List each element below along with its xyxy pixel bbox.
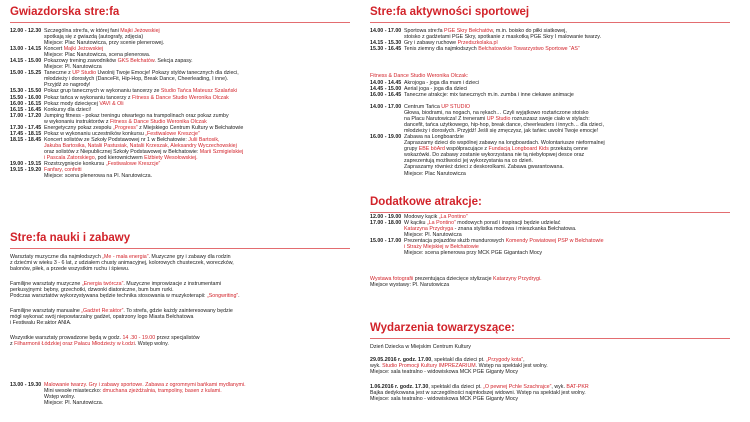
event-time: 17.00 - 17.20	[10, 112, 42, 119]
text-segment: zaprezentują możliwości jej wykorzystania na co dzień.	[404, 158, 533, 165]
nauka-paragraphs	[10, 254, 365, 357]
text-segment: Koncert solistów ze Szkoły Podstawowej nr 1 w Bełchatowie:	[44, 136, 189, 143]
text-segment: Wstęp wolny.	[44, 394, 76, 401]
text-segment: w wykonaniu instruktorów z	[44, 118, 110, 125]
text-segment: Bajka dedykowana jest w szczególności najmłodszej widowni. Wstęp na spektakl jest wolny.	[370, 390, 586, 397]
highlight-text: Studio Promocji Kultury IMPREZARIUM	[382, 363, 476, 370]
text-segment: wskazówki. Do zabawy zostanie wykorzystana nie tą niebyłopwej desce oraz	[404, 152, 585, 159]
event-description	[404, 104, 742, 134]
text-line	[44, 173, 365, 179]
paragraph	[10, 254, 365, 272]
text-segment: W kąciku	[404, 220, 427, 227]
highlight-text: 14 .30 - 19.00	[122, 335, 156, 342]
highlight-text: Majki Jeżowskiej	[120, 28, 160, 34]
section-underline	[10, 248, 350, 249]
paragraph	[10, 281, 365, 299]
highlight-text: Katarzyna Przydryga	[404, 226, 454, 233]
event-time: 14.00 - 14.45	[370, 80, 402, 86]
highlight-text: Katarzyny Przydrygi.	[493, 276, 542, 282]
highlight-text: Julii Bartosik,	[188, 136, 220, 143]
text-segment: spotkają się z gwiazdą (autografy, zdjęcia)	[44, 34, 144, 41]
paragraph	[370, 357, 742, 375]
section-underline	[370, 212, 730, 213]
text-line	[370, 369, 742, 375]
event-time: 16.00 - 16.15	[10, 100, 42, 107]
event-description	[44, 46, 365, 58]
schedule-row	[10, 70, 365, 88]
dodatkowe-notes	[370, 276, 742, 297]
highlight-text: „Przygody kota”	[486, 357, 524, 363]
highlight-text: VAVI & Oli	[99, 100, 124, 107]
section-title-dodatkowe	[370, 196, 482, 209]
section-title-text: Wydarzenia towarzyszące:	[370, 322, 515, 334]
highlight-text: „La Pontino”	[426, 220, 456, 227]
event-time: 14.45 - 15.00	[370, 86, 402, 93]
event-description	[44, 167, 365, 179]
event-description	[44, 58, 365, 70]
text-segment: Aerial joga - joga dla dzieci	[404, 86, 468, 93]
paragraph	[10, 335, 365, 347]
highlight-text: Malowanie twarzy. Gry i zabawy sportowe. Zabawa z ogromnymi bańkami mydlanymi.	[44, 382, 246, 388]
section-title-text: Gwiazdorska stre:fa	[10, 6, 120, 18]
text-segment: Miejsce: Plac Narutowicza	[404, 170, 466, 177]
dodatkowe-events	[370, 214, 742, 256]
highlight-text: „Festiwalowe Kreszcje”	[145, 130, 200, 137]
text-segment: Warsztaty muzyczne dla najmłodszych	[10, 254, 103, 260]
paragraph	[10, 308, 365, 326]
text-line	[10, 320, 365, 326]
section-underline	[10, 22, 350, 23]
section-underline	[370, 22, 730, 23]
text-segment: dancefit, tańca użytkowego, hip-hop, break dance, cheerleaders i innych… dla dzieci,	[404, 122, 604, 129]
text-segment: mógł wykonać swój niepowtarzalny gadżet, opatrzony logo Miasta Bełchatowa	[10, 314, 194, 321]
text-segment: Miejsce: sala teatralno - widowiskowa MCK PGE Giganty Mocy	[370, 396, 519, 403]
text-segment: Miejsce: sala teatralno - widowiskowa MCK PGE Giganty Mocy	[370, 369, 519, 376]
text-segment: rozruszasz swoje ciało w stylach:	[510, 116, 590, 123]
highlight-text: Jakuba Bartosika, Natalii Pastusiak, Natalii Krzeszak, Aleksandry Wyczechowskiej	[44, 142, 237, 149]
text-segment: grupy	[404, 146, 419, 153]
text-segment: Miejsce: Pl. Narutowicza	[404, 232, 462, 239]
event-time: 12.00 - 19.00	[370, 214, 402, 220]
schedule-row	[370, 28, 742, 40]
paragraph	[370, 276, 742, 288]
text-segment: oraz solistów z Niepublicznej Szkoły Podstawowej w Bełchatowie:	[44, 148, 200, 155]
event-time: 15.30 - 15.50	[10, 88, 42, 95]
text-segment: i Festiwalu Re:aktor ANIA.	[10, 320, 72, 327]
event-description	[44, 70, 365, 88]
text-segment: .	[238, 293, 240, 300]
text-segment: Prezentacja pojazdów służb mundurowych	[404, 238, 506, 245]
highlight-text: „Progress”	[112, 124, 138, 131]
text-segment: Pokaz tańca w wykonaniu tancerzy z	[44, 94, 133, 101]
section-title-wydarzenia	[370, 322, 515, 335]
text-segment: Gry i zabawy ruchowe	[404, 40, 458, 47]
highlight-text: Wystawa fotografii	[370, 276, 414, 282]
text-line	[10, 266, 365, 272]
schedule-row	[370, 104, 742, 134]
event-description	[404, 134, 742, 176]
highlight-text: „Energia twórcza”	[81, 281, 124, 288]
highlight-text: Przedszkolaka.pl	[457, 40, 498, 47]
schedule-row	[10, 113, 365, 125]
event-description	[404, 220, 742, 238]
text-segment: Miejsce: Pl. Narutowicza.	[44, 400, 104, 407]
text-segment: Miejsce: scena plenerowa na Pl. Narutowicza.	[44, 173, 153, 180]
text-segment: , wyk.	[551, 384, 567, 391]
event-time: 15.30 - 16.45	[370, 46, 402, 53]
highlight-text: Bełchatowskie Towarzystwo Sportowe “AS”	[478, 46, 580, 53]
schedule-row	[370, 238, 742, 256]
text-line	[44, 400, 365, 406]
text-segment: na Placu Narutowicza! Z trenerami	[404, 116, 487, 123]
highlight-text: „Gadżet Re:aktor”	[81, 308, 124, 315]
text-segment: prezentująca dziecięce stylizacje	[413, 276, 494, 282]
schedule-row	[10, 46, 365, 58]
text-segment: Miejsce: Plac Narutowicza, przy scenie plenerowej.	[44, 40, 165, 47]
wydarzenia-paragraphs	[370, 357, 742, 411]
event-description	[44, 382, 365, 406]
event-time: 19.00 - 19.15	[10, 161, 42, 168]
text-segment: Modowy kącik	[404, 214, 439, 220]
event-time: 15.00 - 15.25	[10, 70, 42, 77]
text-segment: Sportowa stre:fa	[404, 28, 445, 34]
text-segment: Pokaz w wykonaniu uczestników konkursu	[44, 130, 146, 137]
highlight-text: Fundacją Longboard Kids	[488, 146, 549, 153]
event-time: 14.00 - 17.00	[370, 28, 402, 34]
text-segment: stoisko z gadżetami PGE Skry, spotkanie z maskotką PGE Skry I malowanie twarzy.	[404, 34, 602, 41]
gwiazdorska-events	[10, 28, 365, 179]
highlight-text: UP STUDIO	[441, 104, 471, 110]
text-segment: Miejsce: Pl. Narutowicza	[44, 64, 102, 71]
highlight-text: „Festiwalowe Kreszcje”	[105, 161, 161, 168]
event-time: 18.15 - 18.45	[10, 136, 42, 143]
event-description	[44, 28, 365, 46]
text-line	[10, 293, 365, 299]
section-title-nauka	[10, 232, 130, 245]
highlight-text: UP Studio	[72, 70, 97, 77]
highlight-text: i Pascala Zatorskiego	[44, 154, 95, 161]
text-segment: Głowa, biodrami, na nogach, na rękach… Czyli wyjątkowo roztańczone stoisko	[404, 110, 589, 117]
text-segment: Taneczne atrakcje: mix tanecznych m.in. zumba i inne ciekawe animacje	[404, 92, 574, 99]
highlight-text: „Songwriting”	[206, 293, 239, 300]
event-description	[404, 92, 742, 98]
text-segment: perkusyjnymi: bębny, grzechotki, dzwonki diatoniczne, bum bum rurki.	[10, 287, 174, 294]
text-line	[404, 250, 742, 256]
highlight-text: BAT-PKR	[566, 384, 589, 391]
text-segment: młodzieży i dorosłych (DanceFit, Hip-Hop, Break Dance, Cheerleading, I inne).	[44, 76, 229, 83]
highlight-text: Komendy Powiatowej PSP w Bełchatowie	[505, 238, 604, 245]
section-title-text: Dodatkowe atrakcje:	[370, 196, 482, 208]
event-time: 17.45 - 18.15	[10, 130, 42, 137]
highlight-text: „La Pontino”	[438, 214, 468, 220]
text-segment: . Sekcja zapasy.	[154, 58, 193, 65]
text-segment: Wszystkie warsztaty prowadzone będą w godz.	[10, 335, 123, 342]
text-line	[404, 171, 742, 177]
text-segment: ,	[523, 357, 525, 363]
nauka-last-event	[10, 382, 365, 406]
schedule-row	[370, 220, 742, 238]
event-time: 19.15 - 19.20	[10, 167, 42, 174]
text-segment: przekażą cenne	[548, 146, 588, 153]
text-segment: modowych porad i inspiracji będzie udzielać	[455, 220, 561, 227]
highlight-text: „Me - mała energia”	[102, 254, 149, 260]
highlight-text: i Straży Miejskiej w Bełchatowie	[404, 244, 479, 251]
schedule-row	[370, 92, 742, 98]
section-title-text: Stre:fa nauki i zabawy	[10, 232, 131, 244]
event-time: 15.50 - 16.00	[10, 94, 42, 101]
text-segment: Miejsce: scena plenerowa przy MCK PGE Gigantach Mocy	[404, 250, 543, 257]
schedule-row	[10, 382, 365, 406]
event-description	[404, 238, 742, 256]
highlight-text: PGE Skry Bełchatów	[444, 28, 493, 34]
text-segment: Pokaz grup tanecznych w wykonaniu tancerzy ze	[44, 88, 161, 95]
schedule-row	[10, 28, 365, 46]
text-line	[10, 341, 365, 347]
text-segment: Zapraszamy również dzieci z deskorolkami. Zabawa gwarantowana.	[404, 164, 564, 171]
event-description	[404, 28, 742, 40]
event-description	[404, 46, 742, 52]
event-time: 13.00 - 14.15	[10, 46, 42, 53]
event-time: 14.00 - 17.00	[370, 104, 402, 110]
text-segment: Familijne warsztaty muzyczne	[10, 281, 82, 288]
highlight-text: Studio Tańca Mateusz Szalański	[160, 88, 238, 95]
text-segment: Przyjdź zo nagrody!	[44, 82, 91, 89]
event-time: 14.15 - 15.00	[10, 58, 42, 65]
text-segment: . Wstęp wolny.	[134, 341, 169, 348]
event-description	[44, 137, 365, 161]
text-segment: , m.in. boisko do piłki siatkowej,	[492, 28, 567, 34]
text-segment: Pokazowy trening zawodników	[44, 58, 118, 65]
sport-events	[370, 28, 742, 52]
text-segment: 29.05.2016 r. godz. 17.00	[370, 357, 432, 363]
text-segment: 1.06.2016 r. godz. 17.30	[370, 384, 429, 391]
wydarzenia-intro: Dzień Dziecka w Miejskim Centrum Kultury	[370, 344, 471, 350]
text-segment: z Miejskiego Centrum Kultury w Bełchatowie	[137, 124, 244, 131]
text-line	[404, 92, 742, 98]
text-segment: Mini wesołe miasteczko:	[44, 388, 103, 395]
text-segment: Zapraszamy dzieci do wspólnej zabawy na longboardach. Wolontariusze nieformalnej	[404, 140, 605, 147]
event-time: 17.30 - 17.45	[10, 124, 42, 131]
highlight-text: Marii Szmigielskiej	[199, 148, 244, 155]
highlight-text: EBE böArd	[418, 146, 445, 153]
text-segment: , pod kierownictwem	[94, 154, 145, 161]
schedule-row	[370, 134, 742, 176]
highlight-text: Elżbiety Wesołowskiej.	[144, 154, 198, 161]
text-segment: Familijne warsztaty manualne	[10, 308, 82, 315]
event-time: 16.00 - 16.45	[370, 92, 402, 99]
event-description	[44, 113, 365, 125]
text-segment: z dziećmi w wieku 3 - 6 lat, z udziałem chusty animacyjnej, kolorowych chusteczek, woreczków,	[10, 260, 234, 267]
text-segment: - znana stylistka modowa i mieszkanka Bełchatowa.	[453, 226, 577, 233]
text-segment: Jumping fitness - pokaz treningu otwartego na trampolinach oraz pokaz zumby	[44, 112, 229, 119]
section-underline	[370, 338, 730, 339]
text-segment: Szczególna stre:fa, w której fani	[44, 28, 121, 34]
text-segment: współpracujące z	[444, 146, 489, 153]
text-line	[370, 396, 742, 402]
highlight-text: GKS Bełchatów	[117, 58, 155, 65]
event-time: 14.15 - 15.30	[370, 40, 402, 47]
text-segment: Konkursy dla dzieci!	[44, 106, 92, 113]
text-segment: , spektakl dla dzieci pt.	[431, 357, 487, 363]
studio-events	[370, 80, 742, 98]
section-title-gwiazdorska	[10, 6, 119, 19]
text-segment: Miejsce wystawy: Pl. Narutowicza	[370, 282, 450, 289]
text-segment: Rozstrzygnięcie konkursu	[44, 161, 106, 168]
text-segment: wyk.	[370, 363, 383, 370]
highlight-text: „O pewnej Pchle Szachrajce”	[483, 384, 552, 391]
highlight-text: Majki Jeżowskiej	[63, 46, 104, 53]
event-time: 16.15 - 16.45	[10, 106, 42, 113]
text-segment: Centrum Tańca	[404, 104, 442, 110]
highlight-text: Fitness & Dance Studio Weronika Olczak	[109, 118, 207, 125]
event-time: 17.00 - 18.00	[370, 220, 402, 227]
text-segment: balonów, piłek, a przede wszystkim ruchu i śpiewu.	[10, 266, 130, 273]
text-segment: Pokaz mody dziecięcej	[44, 100, 100, 107]
text-segment: . To strefa, gdzie każdy zainteresowany będzie	[123, 308, 233, 315]
schedule-row	[10, 58, 365, 70]
text-segment: Uwolnij Twoje Emocje! Pokazy stylów tanecznych dla dzieci,	[96, 70, 239, 77]
highlight-text: Fitness & Dance Studio Weronika Olczak	[132, 94, 229, 101]
sport-more-events	[370, 104, 742, 177]
text-segment: Tenis ziemny dla najmłodszych	[404, 46, 479, 53]
text-segment: , spektakl dla dzieci pt.	[428, 384, 484, 391]
text-segment: Koncert	[44, 46, 64, 53]
event-time: 12.00 - 12.30	[10, 28, 42, 34]
text-segment: z	[10, 341, 15, 348]
event-time: 13.00 - 19.30	[10, 382, 42, 388]
paragraph	[370, 384, 742, 402]
schedule-row	[10, 167, 365, 179]
text-segment: Energetyczny pokaz zespołu	[44, 124, 113, 131]
schedule-row	[370, 46, 742, 52]
highlight-text: Fanfary, confetti	[44, 167, 82, 174]
text-segment: Akrojoga - joga dla mam i dzieci	[404, 80, 480, 86]
text-segment: przez specjalistów	[155, 335, 200, 342]
text-segment: . Wstęp na spektakl jest wolny.	[475, 363, 548, 370]
text-segment: Miejsce: Plac Narutowicza, scena plenerowa.	[44, 52, 151, 59]
text-segment: Podczas warsztatów wykorzystywana będzie technika stosowania w muzykoterapii:	[10, 293, 207, 300]
text-segment: Taneczne z	[44, 70, 73, 77]
event-time: 15.00 - 17.00	[370, 238, 402, 245]
text-segment: . Muzyczne improwizacje z instrumentami	[123, 281, 222, 288]
section-title-text: Stre:fa aktywności sportowej	[370, 6, 530, 18]
section-title-sport	[370, 6, 529, 19]
text-segment: młodzieży i dorosłych. Przyjdź! Jeśli się zmęczysz, jak tańiec uwolni Twoje emocje!	[404, 128, 599, 135]
highlight-text: dmuchana zjeżdżalnia, trampoliny, basen z kulami.	[102, 388, 222, 395]
highlight-text: UP Studio	[486, 116, 511, 123]
text-segment: Zabawa na Longboardzie	[404, 134, 464, 141]
studio-heading: Fitness & Dance Studio Weronika Olczak:	[370, 73, 469, 79]
schedule-row	[10, 137, 365, 161]
text-segment: . Muzyczne gry i zabawy dla rodzin	[148, 254, 231, 260]
text-line	[370, 282, 742, 288]
highlight-text: Filharmonii Łódzkiej oraz Pałacu Młodzieży w Łodzi	[14, 341, 135, 348]
text-line	[404, 46, 742, 52]
event-time: 16.00 - 19.00	[370, 134, 402, 141]
